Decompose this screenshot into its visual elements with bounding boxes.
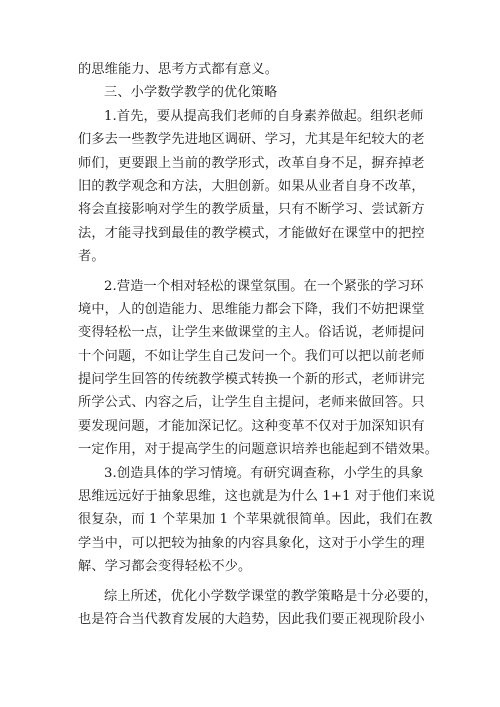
text-line: 学当中，可以把较为抽象的内容具象化，这对于小学生的理 [78, 535, 425, 551]
text-line: 旧的教学观念和方法，大胆创新。如果从业者自身不改革， [78, 178, 425, 194]
text-line: 们多去一些教学先进地区调研、学习，尤其是年纪较大的老 [78, 132, 425, 148]
text-line: 综上所述，优化小学数学课堂的教学策略是十分必要的， [104, 588, 438, 604]
text-line: 也是符合当代教育发展的大趋势，因此我们要正视现阶段小 [78, 611, 425, 627]
text-line: 十个问题，不如让学生自己发问一个。我们可以把以前老师 [78, 348, 425, 364]
text-line: 变得轻松一点，让学生来做课堂的主人。俗话说，老师提问 [78, 325, 425, 341]
text-line: 很复杂，而 1 个苹果加 1 个苹果就很简单。因此，我们在教 [78, 512, 433, 528]
text-line: 1.首先，要从提高我们老师的自身素养做起。组织老师 [104, 108, 424, 124]
text-line: 法，才能寻找到最佳的教学模式，才能做好在课堂中的把控 [78, 225, 425, 241]
text-line: 将会直接影响对学生的教学质量，只有不断学习、尝试新方 [78, 202, 425, 218]
text-line: 思维远远好于抽象思维，这也就是为什么 1+1 对于他们来说 [78, 489, 436, 505]
text-line: 要发现问题，才能加深记忆。这种变革不仅对于加深知识有 [78, 418, 425, 434]
text-line: 3.创造具体的学习情境。有研究调查称，小学生的具象 [104, 465, 424, 481]
text-line: 师们，更要跟上当前的教学形式，改革自身不足，摒弃掉老 [78, 155, 425, 171]
text-line: 2.营造一个相对轻松的课堂氛围。在一个紧张的学习环 [104, 278, 424, 294]
text-line: 解、学习都会变得轻松不少。 [78, 559, 252, 575]
text-line: 的思维能力、思考方式都有意义。 [78, 62, 279, 77]
section-heading: 三、小学数学教学的优化策略 [104, 85, 278, 101]
text-line: 一定作用，对于提高学生的问题意识培养也能起到不错效果。 [78, 442, 439, 458]
document-body [78, 58, 439, 631]
text-line: 所学公式、内容之后，让学生自主提问，老师来做回答。只 [78, 395, 425, 411]
text-line: 者。 [78, 249, 105, 265]
text-line: 境中，人的创造能力、思维能力都会下降，我们不妨把课堂 [78, 301, 425, 317]
text-line: 提问学生回答的传统教学模式转换一个新的形式，老师讲完 [78, 372, 425, 388]
